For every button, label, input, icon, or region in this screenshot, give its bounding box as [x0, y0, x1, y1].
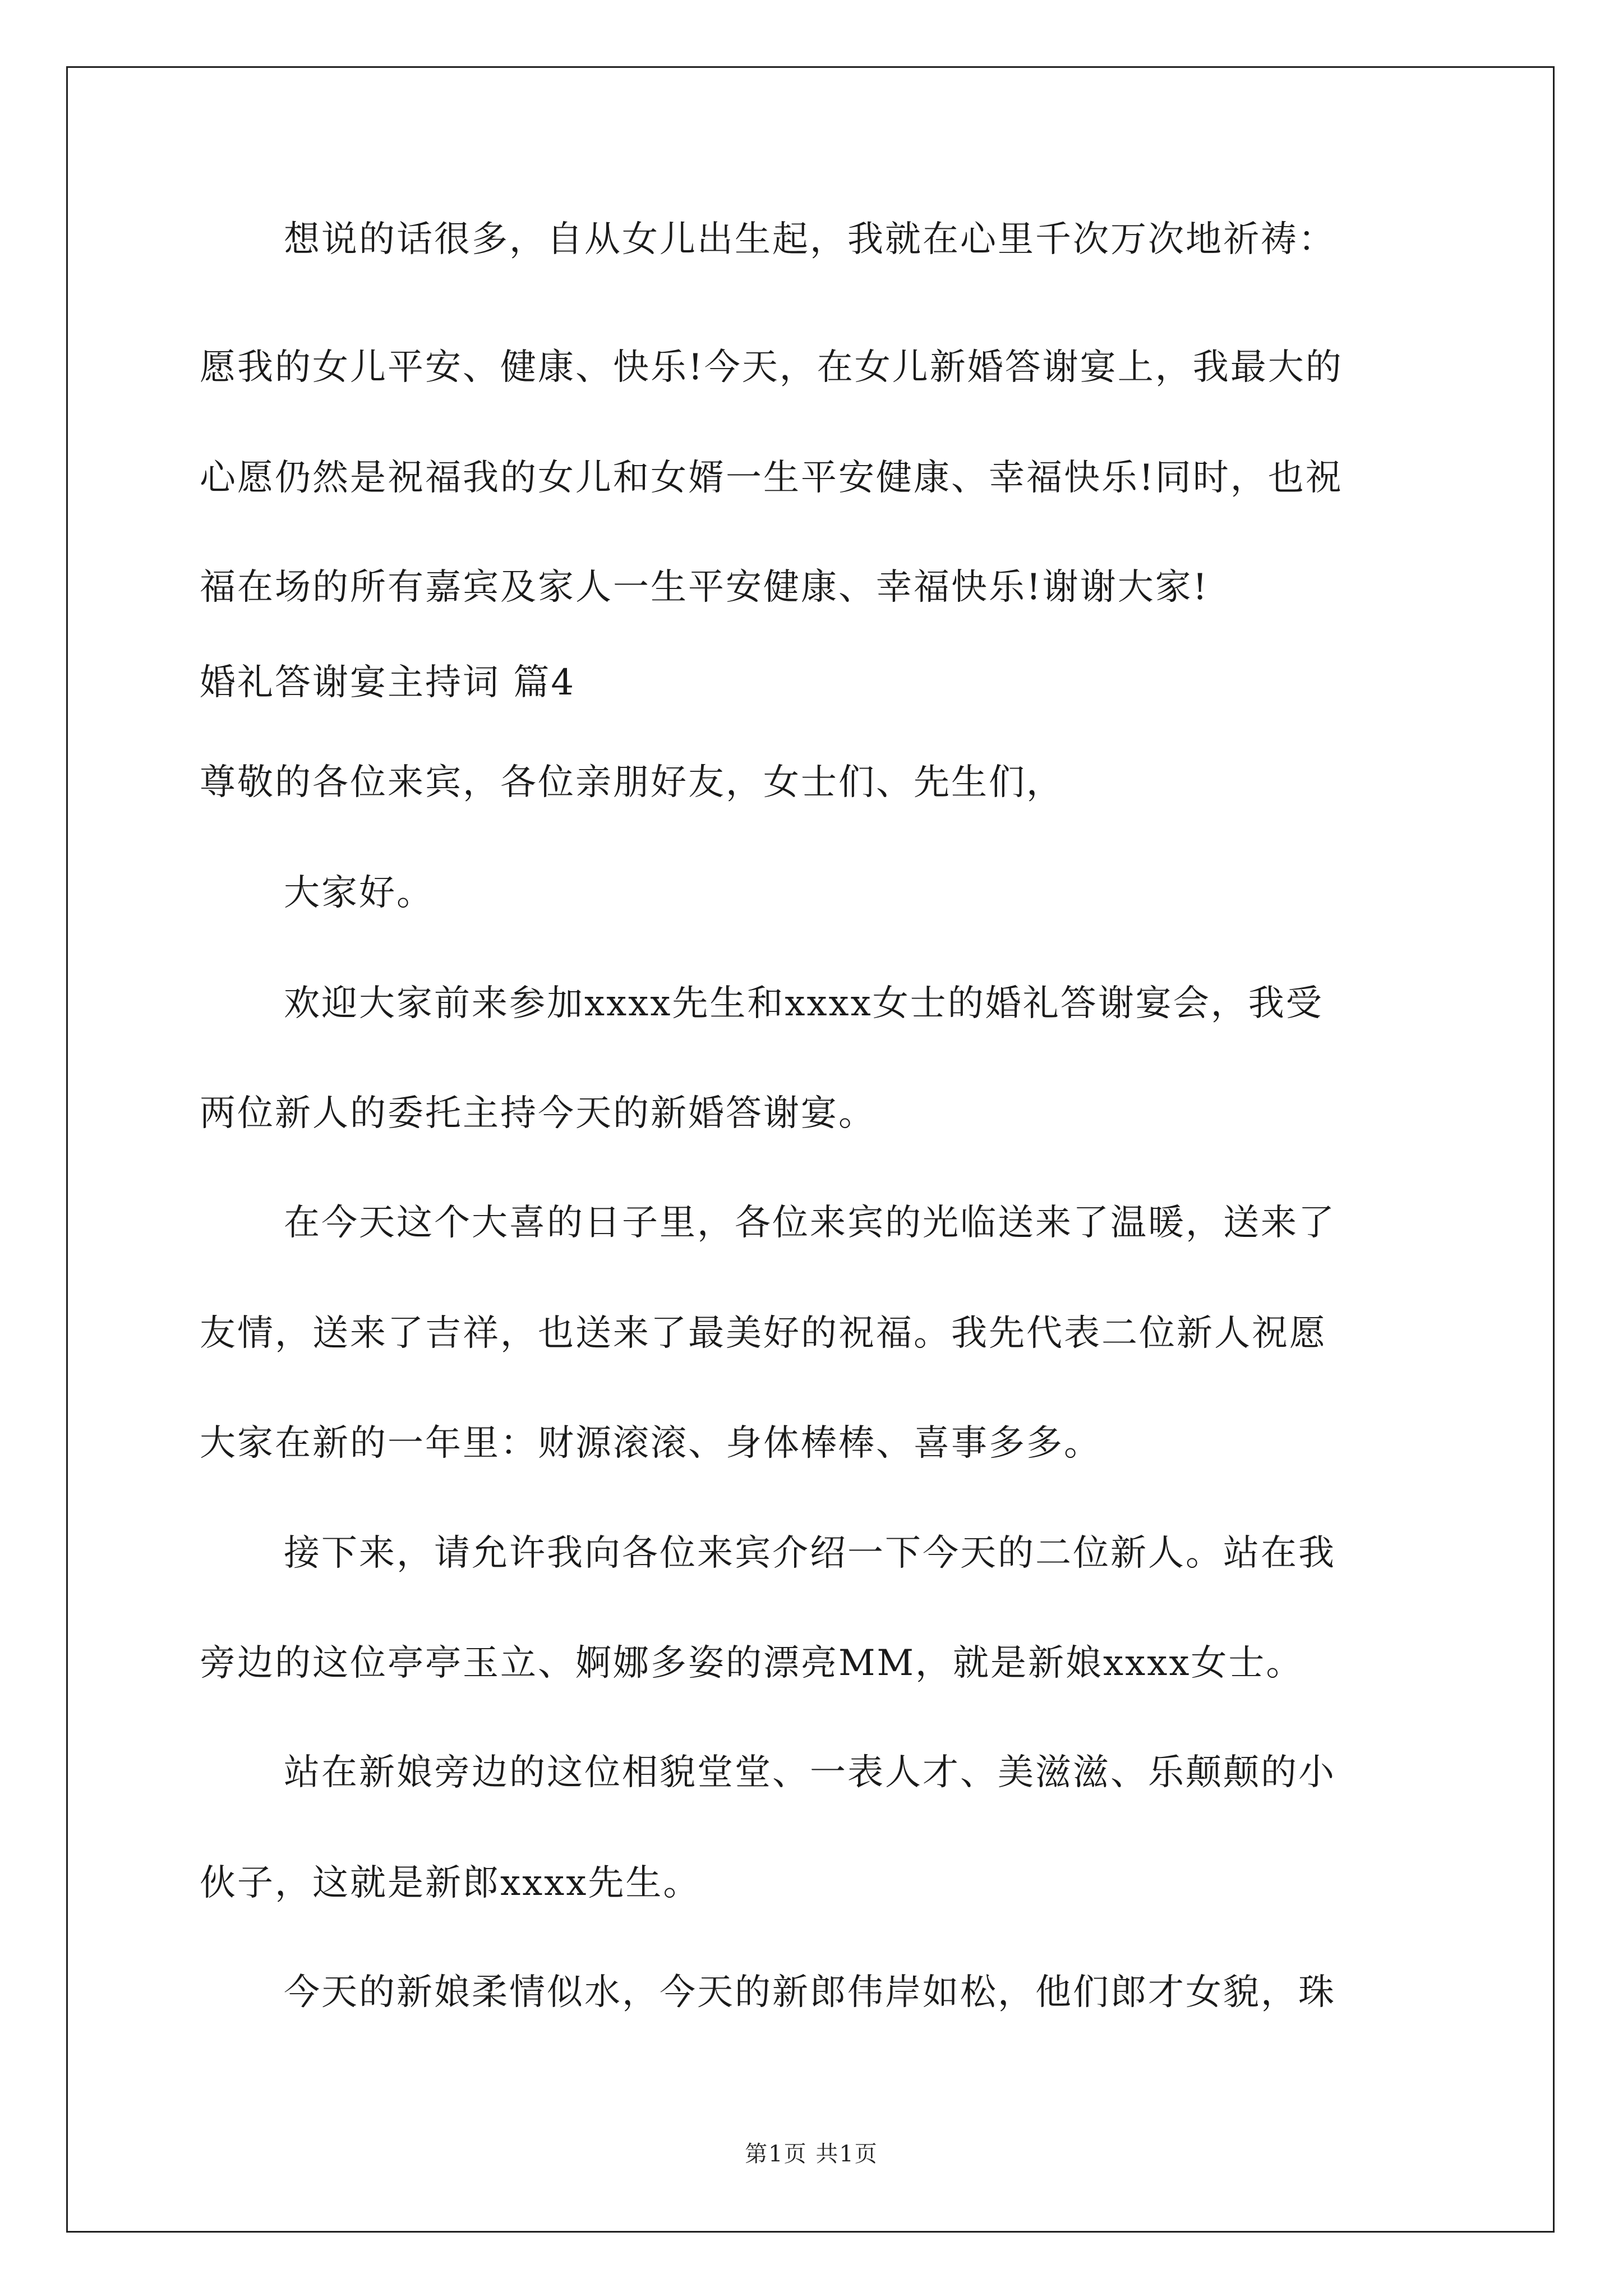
paragraph-line: 欢迎大家前来参加xxxx先生和xxxx女士的婚礼答谢宴会，我受 [284, 983, 1324, 1024]
paragraph-line: 尊敬的各位来宾，各位亲朋好友，女士们、先生们， [200, 762, 1064, 803]
page-border [66, 66, 1555, 2233]
paragraph-line: 大家在新的一年里：财源滚滚、身体棒棒、喜事多多。 [200, 1423, 1101, 1464]
paragraph-line: 友情，送来了吉祥，也送来了最美好的祝福。我先代表二位新人祝愿 [200, 1313, 1327, 1354]
paragraph-line: 旁边的这位亭亭玉立、婀娜多姿的漂亮MM，就是新娘xxxx女士。 [200, 1642, 1304, 1684]
paragraph-line: 在今天这个大喜的日子里，各位来宾的光临送来了温暖，送来了 [284, 1202, 1336, 1244]
paragraph-line: 心愿仍然是祝福我的女儿和女婿一生平安健康、幸福快乐!同时，也祝 [200, 457, 1343, 499]
paragraph-line: 大家好。 [284, 872, 434, 914]
paragraph-line: 站在新娘旁边的这位相貌堂堂、一表人才、美滋滋、乐颠颠的小 [284, 1752, 1336, 1793]
paragraph-line: 接下来，请允许我向各位来宾介绍一下今天的二位新人。站在我 [284, 1533, 1336, 1574]
paragraph-line: 伙子，这就是新郎xxxx先生。 [200, 1862, 701, 1904]
paragraph-line: 福在场的所有嘉宾及家人一生平安健康、幸福快乐!谢谢大家! [200, 567, 1209, 608]
paragraph-line: 两位新人的委托主持今天的新婚答谢宴。 [200, 1093, 876, 1134]
page-number-footer: 第1页 共1页 [745, 2141, 878, 2167]
paragraph-line: 愿我的女儿平安、健康、快乐!今天，在女儿新婚答谢宴上，我最大的 [200, 347, 1343, 388]
paragraph-line: 今天的新娘柔情似水，今天的新郎伟岸如松，他们郎才女貌，珠 [284, 1972, 1336, 2013]
paragraph-line: 想说的话很多，自从女儿出生起，我就在心里千次万次地祈祷： [284, 219, 1336, 260]
section-heading: 婚礼答谢宴主持词 篇4 [200, 662, 576, 703]
